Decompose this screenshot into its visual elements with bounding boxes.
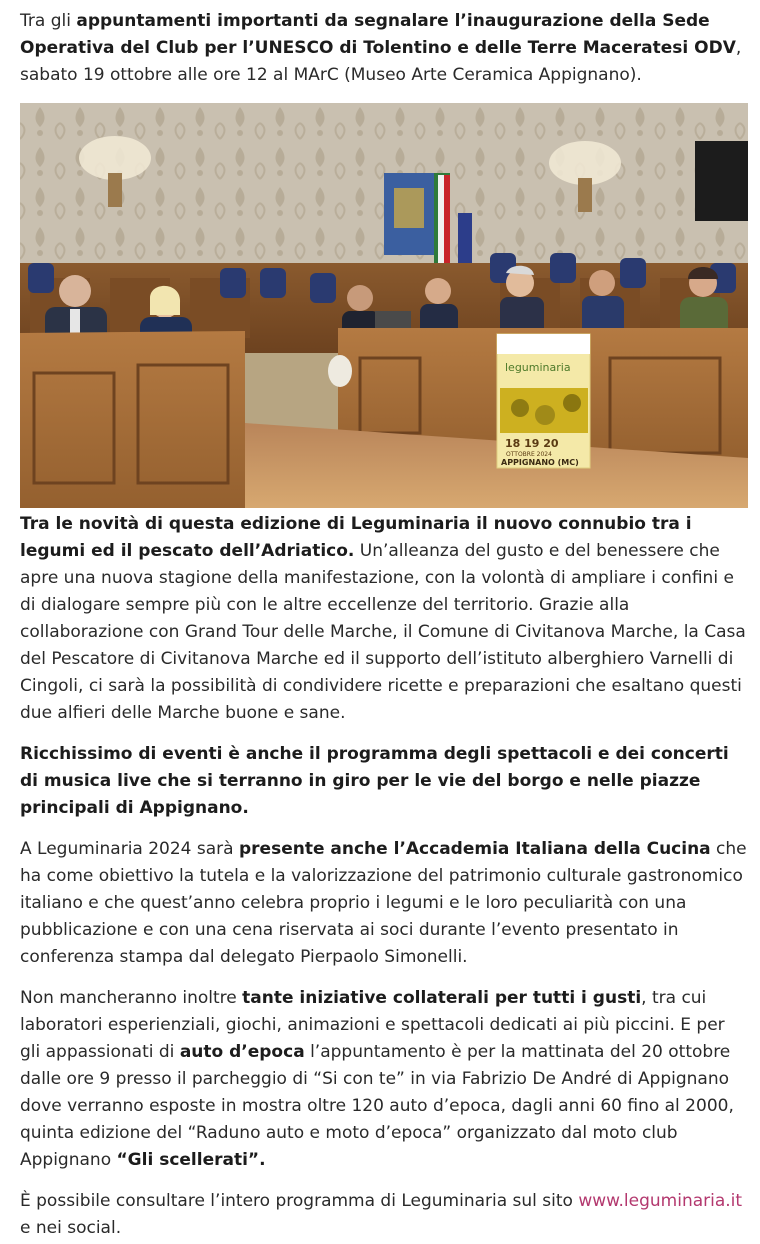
accademia-text-1: A Leguminaria 2024 sarà — [20, 839, 239, 859]
intro-bold-1: appuntamenti importanti da segnalare l’inaugurazione della Sede Operativa del Club per l’UNESCO di Tolentino e delle Terre Maceratesi ODV — [20, 11, 736, 58]
iniziative-bold-3: “Gli scellerati”. — [116, 1150, 266, 1170]
iniziative-text-1: Non mancheranno inoltre — [20, 988, 243, 1008]
iniziative-bold-1: tante iniziative collaterali per tutti i gusti — [242, 988, 642, 1008]
programma-text-2: e nei social. — [20, 1218, 122, 1238]
conference-photo — [20, 103, 748, 508]
poster-title: leguminaria — [505, 361, 571, 374]
leguminaria-website-link[interactable]: www.leguminaria.it — [578, 1191, 743, 1211]
novita-text: Un’alleanza del gusto e del benessere che apre una nuova stagione della manifestazione, con la volontà di ampliare i confini e di dialogare sempre più con le altre eccellenze del territorio. Grazie alla collaborazione con Grand Tour delle Marche, il Comune di Civitanova Marche, la Casa del Pescatore di Civitanova Marche ed il supporto dell’istituto alberghiero Varnelli di Cingoli, ci sarà la possibilità di condividere ricette e preparazioni che esaltano questi due alfieri delle Marche buone e sane. — [20, 541, 746, 723]
paragraph-eventi — [20, 741, 748, 822]
iniziative-text-3: l’appuntamento è per la mattinata del 20 ottobre dalle ore 9 presso il parcheggio di “Si con te” in via Fabrizio De André di Appignano dove verranno esposte in mostra oltre 120 auto d’epoca, dagli anni 60 fino al 2000, quinta edizione del “Raduno auto e moto d’epoca” organizzato dal moto club Appignano — [20, 1042, 734, 1170]
eventi-bold: Ricchissimo di eventi è anche il programma degli spettacoli e dei concerti di musica live che si terranno in giro per le vie del borgo e nelle piazze principali di Appignano. — [20, 744, 729, 818]
intro-text-2: , sabato 19 ottobre alle ore 12 al MArC (Museo Arte Ceramica Appignano). — [20, 38, 742, 85]
leguminaria-poster — [497, 334, 590, 468]
poster-place: APPIGNANO (MC) — [501, 458, 579, 467]
paragraph-accademia — [20, 836, 748, 971]
iniziative-bold-2: auto d’epoca — [179, 1042, 305, 1062]
accademia-text-2: che ha come obiettivo la tutela e la valorizzazione del patrimonio culturale gastronomico italiano e che quest’anno celebra proprio i legumi e le loro peculiarità con una pubblicazione e con una cena riservata ai soci durante l’evento presentato in conferenza stampa dal delegato Pierpaolo Simonelli. — [20, 839, 747, 967]
paragraph-iniziative — [20, 985, 748, 1174]
paragraph-programma — [20, 1188, 748, 1242]
paragraph-intro — [20, 8, 748, 89]
poster-dates: 18 19 20 — [505, 437, 559, 450]
paragraph-novita — [20, 511, 748, 727]
accademia-bold: presente anche l’Accademia Italiana della Cucina — [239, 839, 711, 859]
conference-photo-illustration — [20, 103, 748, 508]
iniziative-text-2: , tra cui laboratori esperienziali, giochi, animazioni e spettacoli dedicati ai più piccini. E per gli appassionati di — [20, 988, 725, 1062]
programma-text-1: È possibile consultare l’intero programma di Leguminaria sul sito — [20, 1191, 579, 1211]
intro-text-1: Tra gli — [20, 11, 77, 31]
novita-bold: Tra le novità di questa edizione di Leguminaria il nuovo connubio tra i legumi ed il pescato dell’Adriatico. — [20, 514, 692, 561]
poster-month: OTTOBRE 2024 — [506, 451, 552, 458]
